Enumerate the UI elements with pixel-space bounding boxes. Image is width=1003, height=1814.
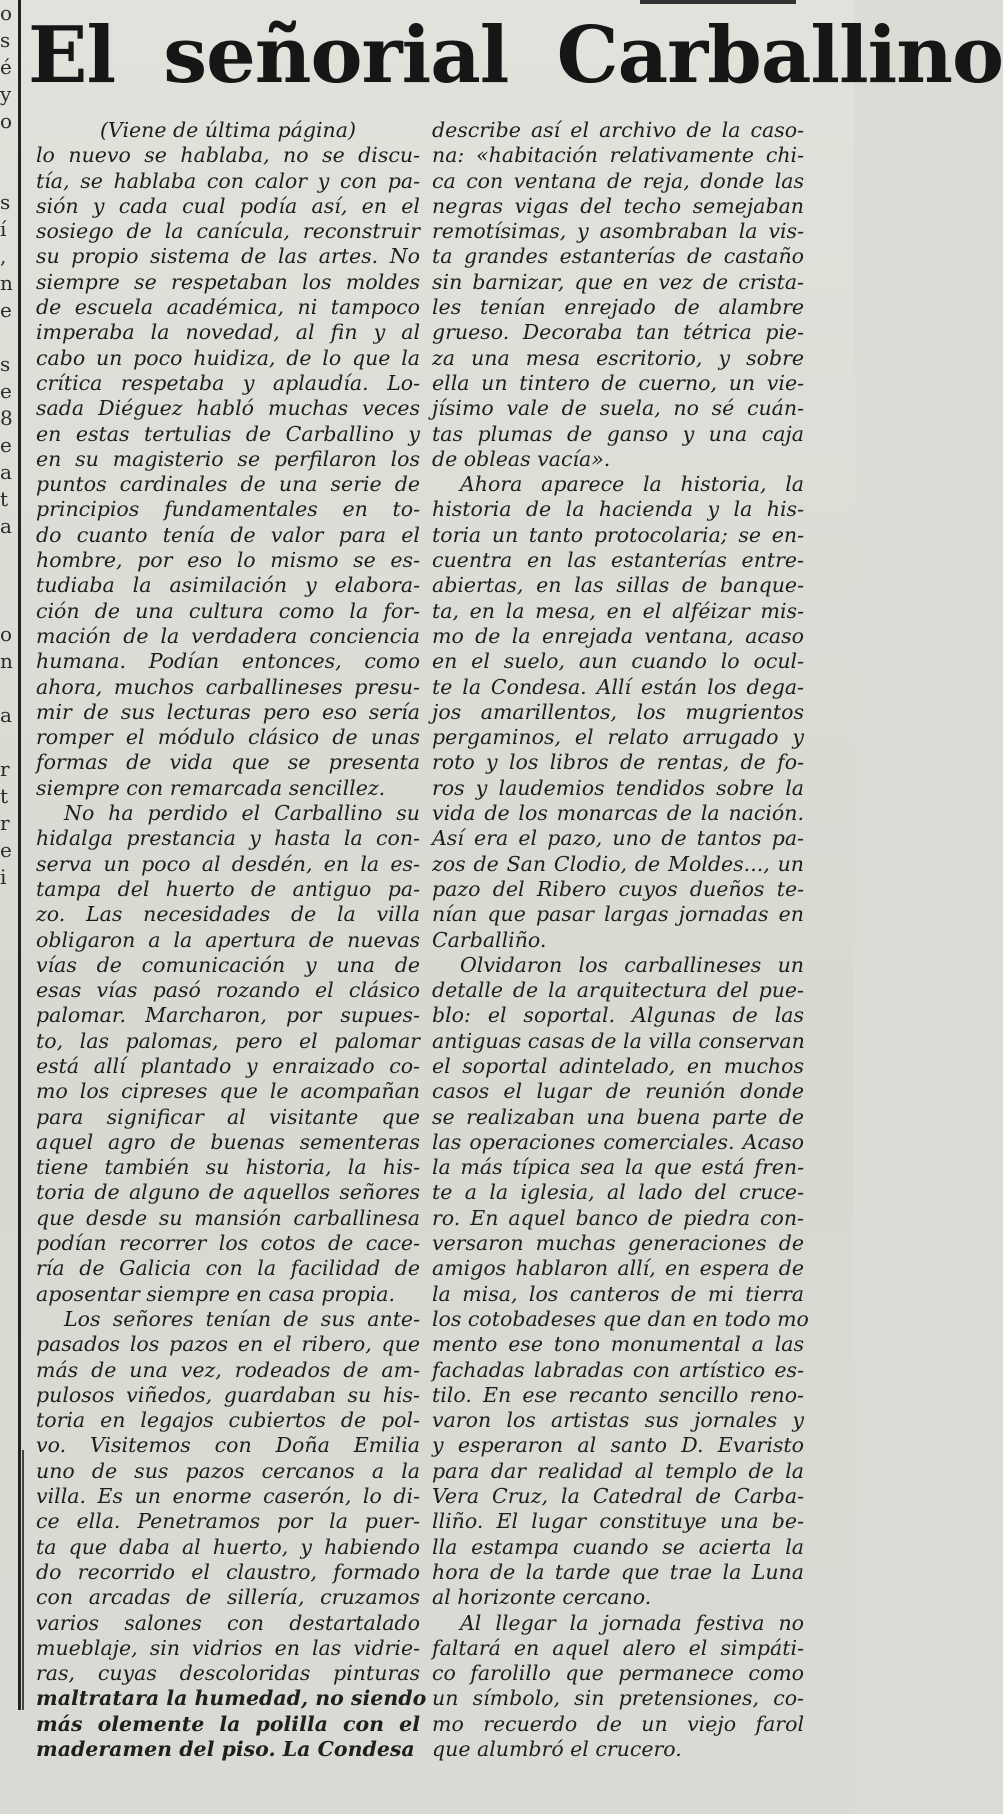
text-line: tía, se hablaba con calor y con pa- bbox=[36, 168, 420, 193]
text-line: tilo. En ese recanto sencillo reno- bbox=[432, 1382, 804, 1407]
text-line: que alumbró el crucero. bbox=[432, 1737, 682, 1761]
text-line: palomar. Marcharon, por supues- bbox=[36, 1003, 420, 1028]
text-line: ca con ventana de reja, donde las bbox=[432, 168, 804, 193]
text-line: de obleas vacía». bbox=[432, 446, 611, 471]
text-line: más olemente la polilla con el bbox=[36, 1711, 420, 1736]
text-line: ta grandes estanterías de castaño bbox=[432, 244, 804, 269]
text-line: aquel agro de buenas sementeras bbox=[36, 1129, 420, 1154]
text-line: lla estampa cuando se acierta la bbox=[432, 1534, 804, 1559]
text-line: ras, cuyas descoloridas pinturas bbox=[36, 1661, 420, 1686]
text-line: co farolillo que permanece como bbox=[432, 1661, 804, 1686]
text-line: amigos hablaron allí, en espera de bbox=[432, 1256, 804, 1281]
margin-fragment: s bbox=[0, 352, 11, 376]
text-line: en estas tertulias de Carballino y bbox=[36, 421, 420, 446]
text-line: uno de sus pazos cercanos a la bbox=[36, 1458, 420, 1483]
margin-fragment: n bbox=[0, 649, 13, 673]
text-line: varon los artistas sus jornales y bbox=[432, 1408, 804, 1433]
margin-fragment: , bbox=[0, 244, 7, 268]
margin-fragment bbox=[0, 594, 14, 621]
margin-fragment: s bbox=[0, 190, 11, 214]
text-line: mo recuerdo de un viejo farol bbox=[432, 1711, 804, 1736]
margin-fragment: a bbox=[0, 703, 12, 727]
text-line: ro. En aquel banco de piedra con- bbox=[432, 1205, 804, 1230]
margin-fragment: a bbox=[0, 514, 12, 538]
text-line: mir de sus lecturas pero eso sería bbox=[36, 699, 420, 724]
text-line: to, las palomas, pero el palomar bbox=[36, 1028, 420, 1053]
text-line: siempre con remarcada sencillez. bbox=[36, 775, 386, 800]
text-line: negras vigas del techo semejaban bbox=[432, 193, 804, 218]
text-line: esas vías pasó rozando el clásico bbox=[36, 978, 420, 1003]
text-line: las operaciones comerciales. Acaso bbox=[432, 1129, 804, 1154]
margin-fragment: e bbox=[0, 433, 12, 457]
text-line: en el suelo, aun cuando lo ocul- bbox=[432, 649, 804, 674]
text-line: historia de la hacienda y la his- bbox=[432, 497, 804, 522]
text-line: hora de la tarde que trae la Luna bbox=[432, 1559, 804, 1584]
text-line: tudiaba la asimilación y elabora- bbox=[36, 573, 420, 598]
text-line: se realizaban una buena parte de bbox=[432, 1104, 804, 1129]
text-line: zos de San Clodio, de Moldes..., un bbox=[432, 851, 804, 876]
text-line: faltará en aquel alero el simpáti- bbox=[432, 1635, 804, 1660]
text-line: abiertas, en las sillas de banque- bbox=[432, 573, 804, 598]
text-line: na: «habitación relativamente chi- bbox=[432, 143, 804, 168]
text-line: principios fundamentales en to- bbox=[36, 497, 420, 522]
margin-fragment: s bbox=[0, 28, 11, 52]
text-line: ce ella. Penetramos por la puer- bbox=[36, 1509, 420, 1534]
text-line: para significar al visitante que bbox=[36, 1104, 420, 1129]
text-line: ta, en la mesa, en el alféizar mis- bbox=[432, 598, 804, 623]
margin-fragment: e bbox=[0, 379, 12, 403]
text-line: hidalga prestancia y hasta la con- bbox=[36, 826, 420, 851]
text-line: hombre, por eso lo mismo se es- bbox=[36, 548, 420, 573]
text-line: pulosos viñedos, guardaban su his- bbox=[36, 1382, 420, 1407]
text-line: roto y los libros de rentas, de fo- bbox=[432, 750, 804, 775]
text-line: sada Diéguez habló muchas veces bbox=[36, 396, 420, 421]
column-divider-rule-secondary bbox=[22, 1450, 24, 1710]
margin-fragment: n bbox=[0, 271, 13, 295]
text-line: jos amarillentos, los mugrientos bbox=[432, 699, 804, 724]
text-line: ción de una cultura como la for- bbox=[36, 598, 420, 623]
text-line: sosiego de la canícula, reconstruir bbox=[36, 219, 420, 244]
text-line: vías de comunicación y una de bbox=[36, 952, 420, 977]
text-line: pergaminos, el relato arrugado y bbox=[432, 725, 804, 750]
text-line: cabo un poco huidiza, de lo que la bbox=[36, 345, 420, 370]
text-line: el soportal adintelado, en muchos bbox=[432, 1053, 804, 1078]
text-line: vida de los monarcas de la nación. bbox=[432, 801, 804, 826]
text-line: podían recorrer los cotos de cace- bbox=[36, 1231, 420, 1256]
text-line: y esperaron al santo D. Evaristo bbox=[432, 1433, 804, 1458]
margin-fragment: r bbox=[0, 757, 10, 781]
text-line: aposentar siempre en casa propia. bbox=[36, 1281, 396, 1306]
text-line: fachadas labradas con artístico es- bbox=[432, 1357, 804, 1382]
text-line: crítica respetaba y aplaudía. Lo- bbox=[36, 370, 420, 395]
text-line: Vera Cruz, la Catedral de Carba- bbox=[432, 1484, 804, 1509]
text-line: maderamen del piso. La Condesa bbox=[36, 1737, 415, 1761]
text-line: más de una vez, rodeados de am- bbox=[36, 1357, 420, 1382]
text-line: de escuela académica, ni tampoco bbox=[36, 295, 420, 320]
margin-fragment bbox=[0, 540, 14, 567]
text-line: sión y cada cual podía así, en el bbox=[36, 193, 420, 218]
article-right-column bbox=[432, 118, 809, 1762]
text-line: describe así el archivo de la caso- bbox=[432, 118, 804, 142]
text-line: Olvidaron los carballineses un bbox=[460, 952, 804, 977]
text-line: blo: el soportal. Algunas de las bbox=[432, 1003, 804, 1028]
text-line: villa. Es un enorme caserón, lo di- bbox=[36, 1484, 420, 1509]
text-line: lo nuevo se hablaba, no se discu- bbox=[36, 143, 420, 168]
text-line: que desde su mansión carballinesa bbox=[36, 1205, 420, 1230]
text-line: formas de vida que se presenta bbox=[36, 750, 420, 775]
text-line: para dar realidad al templo de la bbox=[432, 1458, 804, 1483]
text-line: tiene también su historia, la his- bbox=[36, 1155, 420, 1180]
text-line: ella un tintero de cuerno, un vie- bbox=[432, 370, 804, 395]
text-line: mento ese tono monumental a las bbox=[432, 1332, 804, 1357]
margin-fragment: 8 bbox=[0, 406, 13, 430]
text-line: al horizonte cercano. bbox=[432, 1585, 652, 1610]
text-line: está allí plantado y enraizado co- bbox=[36, 1053, 420, 1078]
margin-fragment: o bbox=[0, 1, 13, 25]
text-line: puntos cardinales de una serie de bbox=[36, 472, 420, 497]
text-line: mo los cipreses que le acompañan bbox=[36, 1079, 420, 1104]
text-line: (Viene de última página) bbox=[100, 118, 356, 142]
text-line: romper el módulo clásico de unas bbox=[36, 725, 420, 750]
text-line: siempre se respetaban los moldes bbox=[36, 269, 420, 294]
margin-fragment bbox=[0, 135, 14, 162]
margin-fragment bbox=[0, 162, 14, 189]
text-line: mación de la verdadera conciencia bbox=[36, 623, 420, 648]
text-line: mo de la enrejada ventana, acaso bbox=[432, 623, 804, 648]
text-line: ahora, muchos carballineses presu- bbox=[36, 674, 420, 699]
text-line: vo. Visitemos con Doña Emilia bbox=[36, 1433, 420, 1458]
margin-fragment: o bbox=[0, 109, 13, 133]
text-line: remotísimas, y asombraban la vis- bbox=[432, 219, 804, 244]
margin-fragment: e bbox=[0, 298, 12, 322]
text-line: Ahora aparece la historia, la bbox=[460, 472, 804, 497]
margin-fragment: a bbox=[0, 460, 12, 484]
text-line: lliño. El lugar constituye una be- bbox=[432, 1509, 804, 1534]
text-line: pasados los pazos en el ribero, que bbox=[36, 1332, 420, 1357]
text-line: obligaron a la apertura de nuevas bbox=[36, 927, 420, 952]
text-line: serva un poco al desdén, en la es- bbox=[36, 851, 420, 876]
column-divider-rule bbox=[18, 0, 21, 1710]
text-line: les tenían enrejado de alambre bbox=[432, 295, 804, 320]
margin-fragment: e bbox=[0, 838, 12, 862]
text-line: Así era el pazo, uno de tantos pa- bbox=[432, 826, 804, 851]
text-line: te a la iglesia, al lado del cruce- bbox=[432, 1180, 804, 1205]
text-line: antiguas casas de la villa conservan bbox=[432, 1028, 805, 1053]
adjacent-column-fragments bbox=[0, 0, 14, 1710]
text-line: cuentra en las estanterías entre- bbox=[432, 548, 804, 573]
margin-fragment: o bbox=[0, 622, 13, 646]
text-line: toria un tanto protocolaria; se en- bbox=[432, 522, 804, 547]
text-line: Los señores tenían de sus ante- bbox=[64, 1306, 420, 1331]
margin-fragment bbox=[0, 729, 14, 756]
margin-fragment bbox=[0, 324, 14, 351]
margin-fragment: i bbox=[0, 865, 7, 889]
text-line: un símbolo, sin pretensiones, co- bbox=[432, 1686, 804, 1711]
text-line: Carballiño. bbox=[432, 927, 547, 952]
text-line: ros y laudemios tendidos sobre la bbox=[432, 775, 804, 800]
text-line: la misa, los canteros de mi tierra bbox=[432, 1281, 804, 1306]
text-line: tampa del huerto de antiguo pa- bbox=[36, 876, 420, 901]
text-line: maltratara la humedad, no siendo bbox=[36, 1686, 427, 1711]
text-line: toria en legajos cubiertos de pol- bbox=[36, 1408, 420, 1433]
text-line: nían que pasar largas jornadas en bbox=[432, 902, 804, 927]
text-line: ta que daba al huerto, y habiendo bbox=[36, 1534, 420, 1559]
text-line: No ha perdido el Carballino su bbox=[64, 801, 420, 826]
text-line: jísimo vale de suela, no sé cuán- bbox=[432, 396, 804, 421]
text-line: en su magisterio se perfilaron los bbox=[36, 446, 420, 471]
margin-fragment: y bbox=[0, 82, 12, 106]
text-line: te la Condesa. Allí están los dega- bbox=[432, 674, 804, 699]
text-line: tas plumas de ganso y una caja bbox=[432, 421, 804, 446]
top-border-rule bbox=[640, 0, 796, 4]
text-line: do cuanto tenía de valor para el bbox=[36, 522, 420, 547]
text-line: humana. Podían entonces, como bbox=[36, 649, 420, 674]
margin-fragment: í bbox=[0, 217, 7, 241]
text-line: la más típica sea la que está fren- bbox=[432, 1155, 804, 1180]
text-line: do recorrido el claustro, formado bbox=[36, 1559, 420, 1584]
text-line: ría de Galicia con la facilidad de bbox=[36, 1256, 420, 1281]
text-line: detalle de la arquitectura del pue- bbox=[432, 978, 804, 1003]
text-line: za una mesa escritorio, y sobre bbox=[432, 345, 804, 370]
text-line: casos el lugar de reunión donde bbox=[432, 1079, 804, 1104]
text-line: grueso. Decoraba tan tétrica pie- bbox=[432, 320, 804, 345]
text-line: su propio sistema de las artes. No bbox=[36, 244, 420, 269]
margin-fragment bbox=[0, 891, 14, 918]
margin-fragment bbox=[0, 567, 14, 594]
article-left-column bbox=[36, 118, 427, 1762]
text-line: Al llegar la jornada festiva no bbox=[460, 1610, 804, 1635]
margin-fragment: r bbox=[0, 811, 10, 835]
margin-fragment: t bbox=[0, 784, 9, 808]
text-line: con arcadas de sillería, cruzamos bbox=[36, 1585, 420, 1610]
article-headline: El señorial Carballino bbox=[28, 10, 1003, 101]
text-line: los cotobadeses que dan en todo mo bbox=[432, 1306, 809, 1331]
text-line: imperaba la novedad, al fin y al bbox=[36, 320, 420, 345]
text-line: pazo del Ribero cuyos dueños te- bbox=[432, 876, 804, 901]
text-line: zo. Las necesidades de la villa bbox=[36, 902, 420, 927]
margin-fragment: t bbox=[0, 487, 9, 511]
text-line: sin barnizar, que en vez de crista- bbox=[432, 269, 804, 294]
margin-fragment: é bbox=[0, 55, 12, 79]
text-line: mueblaje, sin vidrios en las vidrie- bbox=[36, 1635, 420, 1660]
text-line: versaron muchas generaciones de bbox=[432, 1231, 804, 1256]
text-line: toria de alguno de aquellos señores bbox=[36, 1180, 420, 1205]
text-line: varios salones con destartalado bbox=[36, 1610, 420, 1635]
margin-fragment bbox=[0, 675, 14, 702]
